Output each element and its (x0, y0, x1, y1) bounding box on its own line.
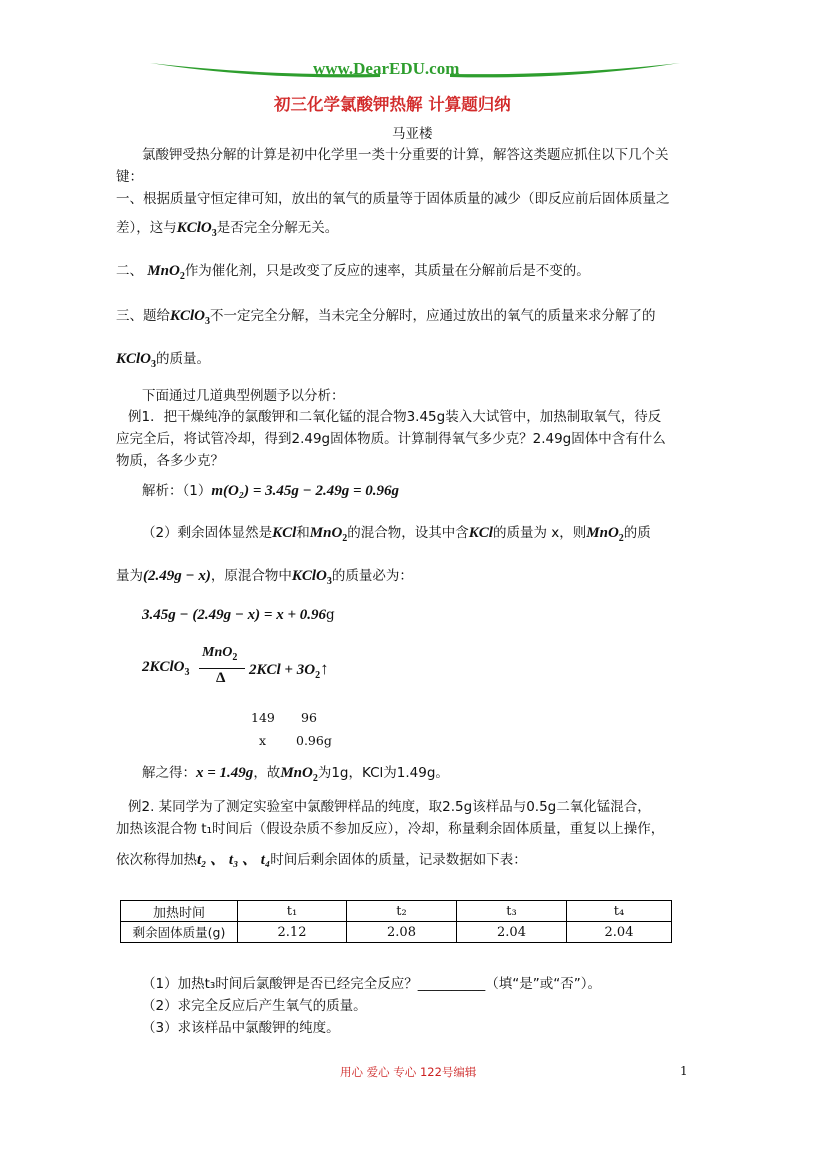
gas-arrow-icon: ↑ (320, 659, 329, 678)
kclo3-formula (291, 568, 332, 587)
kcl-formula: KCl (272, 525, 297, 541)
reaction-products (249, 659, 329, 681)
table-row-label: 剩余固体质量(g) (121, 922, 238, 943)
point-2-text-a: 二、 (116, 263, 143, 279)
formula-sub: 3 (205, 316, 211, 327)
remaining-mass-expression: (2.49g − x) (143, 568, 211, 584)
table-row (121, 901, 672, 922)
oxygen-mass-equation: m(O₂) = 3.45g − 2.49g = 0.96g (211, 483, 399, 499)
reactant-sub: 3 (184, 667, 190, 678)
table-row (121, 922, 672, 943)
solution-text-b: ，故 (253, 765, 281, 781)
solution-text-a: 解之得： (142, 765, 196, 781)
step-2-text-b: 和 (296, 525, 310, 541)
catalyst-text: MnO (202, 645, 233, 660)
point-3-text-a: 三、题给 (116, 308, 170, 324)
analysis-intro: 下面通过几道典型例题予以分析： (142, 388, 345, 404)
table-cell: 2.12 (238, 922, 347, 943)
solution-step-1 (142, 479, 399, 500)
author: 马亚楼 (392, 126, 433, 142)
example-2-line-1: 例2. 某同学为了测定实验室中氯酸钾样品的纯度，取2.5g该样品与0.5g二氧化锰混合， (128, 799, 651, 815)
question-1: （1）加热t₃时间后氯酸钾是否已经完全反应？__________（填“是”或“否”）。 (142, 976, 602, 992)
page-number: 1 (680, 1064, 688, 1078)
reaction-reactant (142, 659, 190, 678)
reaction-catalyst (202, 645, 237, 663)
catalyst-sub: 2 (232, 651, 238, 663)
products-sub: 2 (315, 670, 321, 681)
formula-text: KClO (170, 308, 206, 324)
reaction-heat-symbol: Δ (216, 670, 226, 686)
step-2-text-a: （2）剩余固体显然是 (142, 525, 273, 541)
mass-equation-unit: g (326, 607, 335, 623)
formula-text: MnO (309, 525, 343, 541)
data-table (120, 900, 672, 943)
point-2-text-b: 作为催化剂，只是改变了反应的速率，其质量在分解前后是不变的。 (184, 263, 590, 279)
point-2 (116, 259, 590, 282)
point-1-text-a: 差），这与 (116, 220, 177, 236)
reaction-arrow-line (199, 668, 245, 669)
step-2-text-d: 的质量为 x，则 (492, 525, 587, 541)
mass-equation (142, 607, 335, 624)
table-cell: 2.04 (457, 922, 567, 943)
point-1-line-2 (116, 216, 338, 239)
formula-text: MnO (586, 525, 619, 541)
formula-text: MnO (280, 765, 313, 781)
mno2-formula (309, 525, 348, 544)
mass-equation-math: 3.45g − (2.49g − x) = x + 0.96 (142, 607, 327, 623)
formula-sub: 3 (211, 228, 217, 239)
step-3-text-a: 量为 (116, 568, 143, 584)
mno2-formula (147, 263, 185, 282)
formula-text: KClO (176, 220, 212, 236)
formula-sub: 2 (179, 271, 185, 282)
time-symbols: t₂ 、 t₃ 、 t₄ (197, 852, 271, 868)
x-value-equation: x = 1.49g (196, 765, 254, 781)
example-1-line-2: 应完全后，将试管冷却，得到2.49g固体物质。计算制得氧气多少克？2.49g固体中含有什么 (116, 431, 666, 447)
step-3-text-c: 的质量必为： (331, 568, 413, 584)
solution-text-c: 为1g，KCl为1.49g。 (317, 765, 449, 781)
solution-step-2-line-1 (142, 521, 651, 544)
example-2-text-a: 依次称得加热 (116, 852, 197, 868)
example-2-line-2: 加热该混合物 t₁时间后（假设杂质不参加反应），冷却，称量剩余固体质量，重复以上操作， (116, 821, 665, 837)
point-1-line-1: 一、根据质量守恒定律可知，放出的氧气的质量等于固体质量的减少（即反应前后固体质量之 (116, 191, 670, 207)
kclo3-formula (176, 220, 217, 239)
example-2-text-b: 时间后剩余固体的质量，记录数据如下表： (270, 852, 527, 868)
ratio-bottom-o2: 0.96g (296, 733, 332, 748)
step-2-text-c: 的混合物，设其中含 (347, 525, 469, 541)
example-2-line-3 (116, 848, 527, 869)
formula-sub: 3 (326, 576, 332, 587)
formula-text: KClO (116, 351, 152, 367)
point-3-text-b: 不一定完全分解，当未完全分解时，应通过放出的氧气的质量来求分解了的 (210, 308, 656, 324)
table-header-cell: t₁ (238, 901, 347, 922)
formula-text: KClO (291, 568, 327, 584)
table-header-cell: t₂ (347, 901, 457, 922)
table-cell: 2.04 (567, 922, 672, 943)
table-cell: 2.08 (347, 922, 457, 943)
formula-sub: 2 (312, 773, 318, 784)
ratio-top-kclo3: 149 (251, 710, 275, 725)
kclo3-formula (116, 351, 157, 370)
mno2-formula (586, 525, 624, 544)
intro-line-1: 氯酸钾受热分解的计算是初中化学里一类十分重要的计算，解答这类题应抓住以下几个关 (142, 147, 669, 163)
formula-sub: 2 (618, 533, 624, 544)
solution-step-2-line-2 (116, 564, 413, 587)
example-1-line-3: 物质，各多少克？ (116, 453, 224, 469)
table-row-label: 加热时间 (121, 901, 238, 922)
mno2-formula (280, 765, 318, 784)
formula-text: MnO (147, 263, 180, 279)
step-3-text-b: ，原混合物中 (210, 568, 292, 584)
page-title: 初三化学氯酸钾热解 计算题归纳 (274, 95, 511, 114)
example-1-line-1: 例1．把干燥纯净的氯酸钾和二氧化锰的混合物3.45g装入大试管中，加热制取氧气，待反 (128, 409, 662, 425)
point-3-text-c: 的质量。 (156, 351, 211, 367)
ratio-top-o2: 96 (301, 710, 317, 725)
formula-sub: 2 (342, 533, 348, 544)
question-2: （2）求完全反应后产生氧气的质量。 (142, 998, 367, 1014)
kclo3-formula (170, 308, 211, 327)
solution-label: 解析：（1） (142, 483, 212, 499)
products-text: 2KCl + 3O (249, 662, 316, 678)
footer-text: 用心 爱心 专心 122号编辑 (340, 1065, 477, 1079)
reactant-text: 2KClO (142, 659, 185, 675)
point-3-line-2 (116, 347, 210, 370)
point-1-text-b: 是否完全分解无关。 (216, 220, 339, 236)
solution-result (142, 761, 449, 784)
formula-sub: 3 (151, 359, 157, 370)
step-2-text-e: 的质 (623, 525, 651, 541)
question-3: （3）求该样品中氯酸钾的纯度。 (142, 1020, 340, 1036)
kcl-formula: KCl (468, 525, 493, 541)
point-3-line-1 (116, 304, 656, 327)
intro-line-2: 键： (116, 169, 143, 185)
table-header-cell: t₄ (567, 901, 672, 922)
table-header-cell: t₃ (457, 901, 567, 922)
ratio-bottom-kclo3: x (259, 733, 267, 748)
site-logo[interactable]: www.DearEDU.com (313, 59, 460, 78)
